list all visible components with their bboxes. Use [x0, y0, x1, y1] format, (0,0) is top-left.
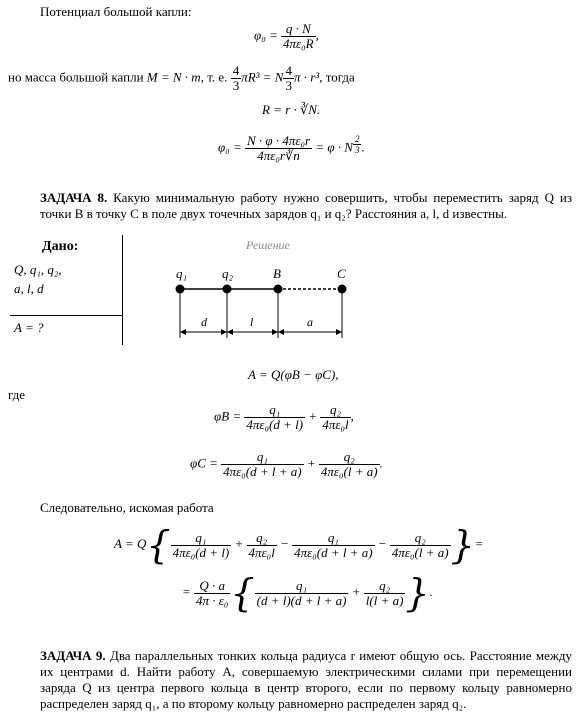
label-gde: где — [8, 387, 26, 402]
dim-label-d: d — [201, 315, 207, 329]
intro-line: Потенциал большой капли: — [40, 4, 192, 19]
formula-work-result: = $\frac{Q \cdot a}{\text{4π · ε₀}}$ { $\frac{\text{q₁}}{(d + l)(d + l + a)}$ + $\frac{\text{q₂}}{l(l + a)}$ }. — [182, 571, 433, 615]
given-horizontal-divider — [10, 315, 122, 316]
label-q1: q₁ — [176, 266, 188, 281]
label-C: C — [337, 266, 346, 281]
formula-work-A: A = Q(φB − φC), — [248, 367, 339, 382]
solution-label: Решение — [246, 238, 290, 252]
dim-label-a: a — [307, 315, 313, 329]
formula-phiB: φB = $\frac{\text{q₁}}{\text{4πε₀(d + l)}}$ + $\frac{\text{q₂}}{\text{4πε₀l}}$ , — [214, 402, 354, 432]
formula-work-expanded: A = Q{ $\frac{\text{q₁}}{\text{4πε₀(d + l)}}$ + $\frac{\text{q₂}}{\text{4πε₀l}}$ − $\frac{\text{q₁}}{\text{4πε₀(d + l + a)}}$ − $\frac{\text{q₂}}{\text{4πε₀(l + a)}}$ }= — [114, 523, 484, 567]
given-line2: a, l, d — [14, 281, 44, 296]
charges-diagram — [160, 262, 370, 344]
formula-phiC: φC = $\frac{\text{q₁}}{\text{4πε₀(d + l + a)}}$ + $\frac{\text{q₂}}{\text{4πε₀(l + a)}}$ . — [190, 449, 383, 479]
given-title: Дано: — [42, 239, 79, 254]
dim-label-l: l — [250, 315, 254, 329]
task9-paragraph: ЗАДАЧА 9. Два параллельных тонких кольца радиуса r имеют общую ось. Расстояние между их центрами d. Найти работу A, совершаемую электрическими силами при перемещении заряда Q из центра первого кольца в центр второго, если по первому кольцу равномерно распределен заряд q₁, а по второму кольцу равномерно распределен заряд q₂. — [40, 648, 572, 711]
formula-phi0-result: φ₀ = $\frac{\text{N · φ · 4πε₀r}}{\text{4πε₀r∛n}}$ = φ · N $\frac{2}{3}$ . — [218, 133, 365, 163]
given-find: A = ? — [14, 320, 44, 335]
formula-phi0: φ₀ = $\frac{q \cdot N}{\text{4πε₀R}}$ , — [254, 21, 319, 51]
mass-line: но масса большой капли M = N · m, т. е. $\frac{4}{3}$ πR³ = N $\frac{4}{3}$ π · r³, тогда — [8, 63, 355, 93]
label-q2: q₂ — [222, 266, 234, 281]
given-vertical-divider — [122, 235, 123, 345]
given-line1: Q, q₁, q₂, — [14, 262, 62, 277]
formula-radius: R = r · ∛N. — [262, 102, 321, 117]
task8-paragraph: ЗАДАЧА 8. Какую минимальную работу нужно совершить, чтобы переместить заряд Q из точки B в точку C в поле двух точечных зарядов q₁ и q₂? Расстояния a, l, d известны. — [40, 190, 573, 221]
consequently-text: Следовательно, искомая работа — [40, 500, 214, 515]
label-B: B — [273, 266, 281, 281]
